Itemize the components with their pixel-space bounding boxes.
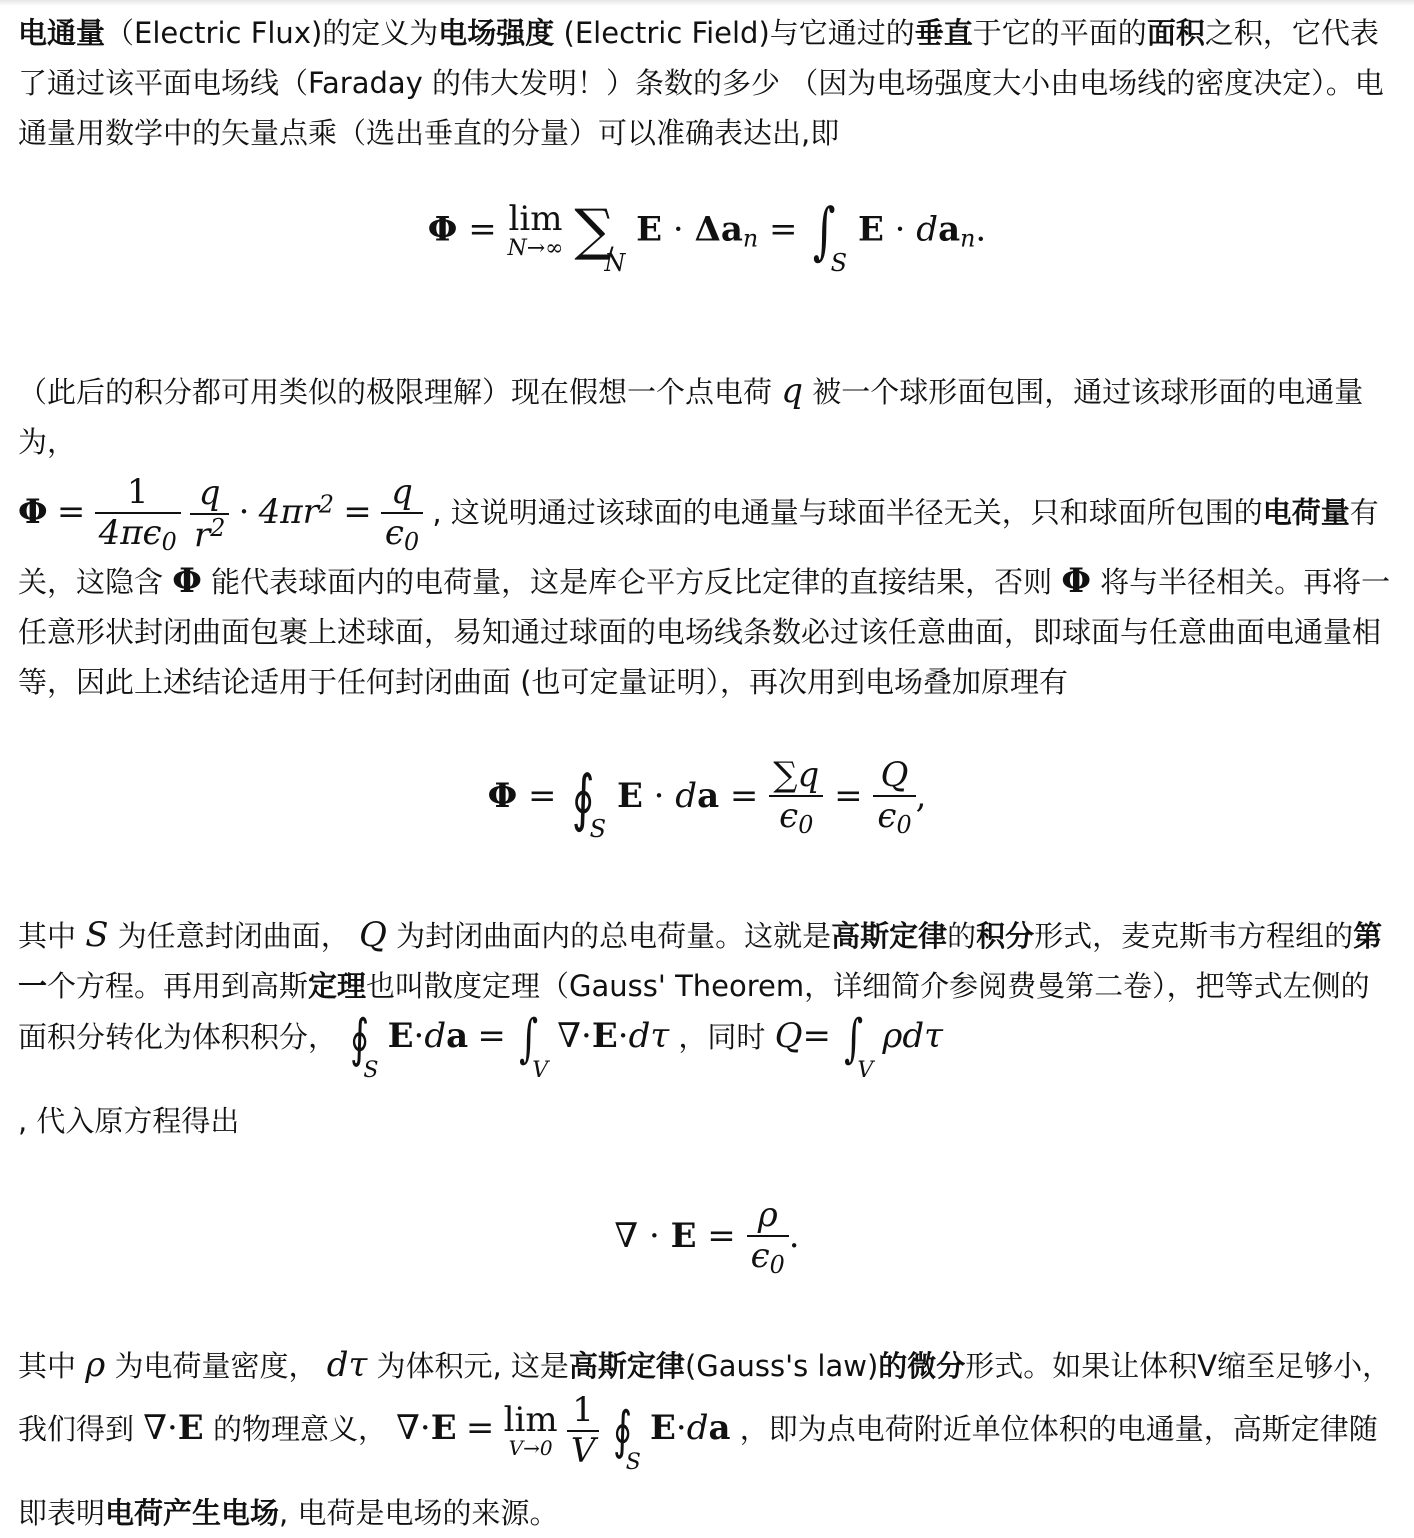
equation-sphere-flux: Φ = $\frac{1}{4\pi\epsilon_0}$ $\frac{q}{r^2}$ · $4\pi r^2$ = $\frac{q}{\epsilon_0}$ xyxy=(18,496,432,530)
equation-total-charge: Q= ∫V ρdτ xyxy=(774,1009,943,1083)
term-electric-flux: 电通量 xyxy=(18,16,106,50)
paragraph-4: 其中 ρ 为电荷量密度， dτ 为体积元, 这是高斯定律(Gauss's law)的微分形式。如果让体积V缩至足够小，我们得到 ∇·E 的物理意义， ∇·E = lim V→0 $\frac{1}{V}$ ∮S E·da ，即为点电荷附近单位体积的电通量，高斯定律随即表明电荷产生电场, 电荷是电场的来源。 xyxy=(18,1345,1392,1531)
equation-divergence-theorem: ∮S E·da = ∫V ∇·E·dτ xyxy=(350,1009,670,1083)
top-shadow xyxy=(0,0,1414,6)
term-area: 面积 xyxy=(1146,16,1205,50)
equation-gauss-integral: Φ = ∮S E · da = $\frac{\sum q}{\epsilon_0}$ = $\frac{Q}{\epsilon_0}$ , xyxy=(487,755,927,844)
paragraph-2: （此后的积分都可用类似的极限理解）现在假想一个点电荷 q 被一个球形面包围，通过该球形面的电通量为， Φ = $\frac{1}{4\pi\epsilon_0}$ $\frac{q}{r^2}$ · $4\pi r^2$ = $\frac{q}{\epsilon_0}$ , 这说明通过该球面的电通量与球面半径无关，只和球面所包围的电荷量有关，这隐含 Φ 能代表球面内的电荷量，这是库仑平方反比定律的直接结果，否则 Φ 将与半径相关。再将一任意形状封闭曲面包裹上述球面，易知通过球面的电场线条数必过该任意曲面，即球面与任意曲面电通量相等，因此上述结论适用于任何封闭曲面 (也可定量证明），再次用到电场叠加原理有 xyxy=(18,371,1391,700)
equation-gauss-differential: ∇ · E = $\frac{\rho}{\epsilon_0}$ . xyxy=(614,1195,800,1280)
paragraph-3: 其中 S 为任意封闭曲面， Q 为封闭曲面内的总电荷量。这就是高斯定律的积分形式，麦克斯韦方程组的第一个方程。再用到高斯定理也叫散度定理（Gauss' Theorem，详细简介参阅费曼第二卷），把等式左侧的面积分转化为体积积分， ∮S E·da = ∫V ∇·E·dτ ，同时 Q= ∫V ρdτ , 代入原方程得出 xyxy=(18,915,1383,1138)
term-charge: 电荷量 xyxy=(1262,495,1350,530)
equation-flux-definition: Φ = lim N→∞ ∑N $E \cdot \Delta a_n = \int S$ $E \cdot da_n$. xyxy=(427,194,987,277)
equation-divergence-limit: ∇·E = lim V→0 $\frac{1}{V}$ ∮S E·da xyxy=(396,1390,731,1476)
paragraph-1: 电通量（Electric Flux)的定义为电场强度 (Electric Field)与它通过的垂直于它的平面的面积之积，它代表了通过该平面电场线（Faraday 的伟大发明！）条数的多少 （因为电场强度大小由电场线的密度决定）。电通量用数学中的矢量点乘（选出垂直的分量）可以准确表达出,即 xyxy=(18,16,1384,150)
symbol-q: q xyxy=(781,371,803,411)
term-electric-field: 电场强度 xyxy=(438,16,555,50)
term-perpendicular: 垂直 xyxy=(914,16,973,50)
